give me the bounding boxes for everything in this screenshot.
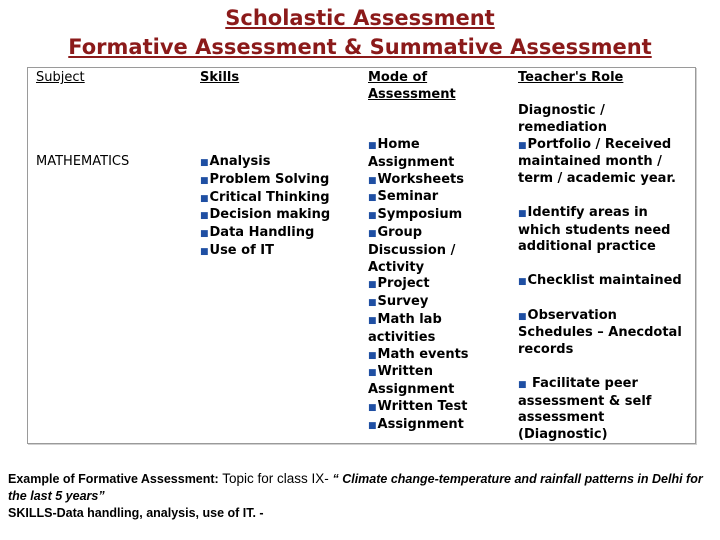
mode-item — [368, 417, 503, 435]
role-item-label: Facilitate peer assessment & self assessment (Diagnostic) — [518, 375, 652, 443]
square-bullet-icon: ■ — [368, 315, 377, 326]
mode-item-label: Survey — [377, 294, 429, 310]
skill-item — [200, 243, 350, 261]
square-bullet-icon: ■ — [200, 175, 209, 186]
role-item-label: Observation Schedules – Anecdotal records — [518, 307, 682, 358]
square-bullet-icon: ■ — [368, 141, 377, 151]
mode-item-label: Worksheets — [377, 171, 464, 187]
square-bullet-icon: ■ — [518, 276, 527, 287]
mode-item-label: Written Test — [377, 398, 468, 414]
spacer — [518, 188, 693, 205]
role-item-label: Portfolio / Received maintained month / term / academic year. — [518, 136, 676, 187]
header-subject: Subject — [36, 70, 85, 85]
footer-lead: Example of Formative Assessment: — [8, 472, 223, 486]
header-teachers-role: Teacher's Role — [518, 70, 624, 85]
skill-item-label: Problem Solving — [209, 171, 330, 187]
square-bullet-icon: ■ — [368, 280, 377, 291]
mode-item — [368, 399, 503, 417]
square-bullet-icon: ■ — [368, 368, 377, 379]
mode-item-label: Symposium — [377, 207, 463, 223]
skill-item-label: Use of IT — [209, 242, 274, 258]
role-item — [518, 308, 693, 359]
mode-item — [368, 294, 503, 312]
skill-item-label: Analysis — [209, 154, 271, 169]
skill-item-label: Critical Thinking — [209, 189, 330, 205]
square-bullet-icon: ■ — [200, 229, 209, 240]
skill-item — [200, 190, 350, 208]
square-bullet-icon: ■ — [368, 420, 377, 431]
teachers-role-list — [518, 103, 693, 444]
square-bullet-icon: ■ — [368, 175, 377, 186]
page-title: Scholastic Assessment — [225, 6, 495, 30]
square-bullet-icon: ■ — [518, 140, 527, 151]
square-bullet-icon: ■ — [518, 379, 527, 390]
mode-item-label: Math lab activities — [368, 311, 442, 345]
skill-item — [200, 154, 350, 172]
mode-item — [368, 137, 503, 172]
mode-item-label: Home Assignment — [368, 137, 455, 170]
subject-value: MATHEMATICS — [36, 154, 130, 169]
skill-item — [200, 172, 350, 190]
mode-item — [368, 312, 503, 347]
role-item — [518, 137, 693, 188]
header-mode: Mode of Assessment — [368, 70, 456, 102]
mode-item-label: Project — [377, 276, 430, 292]
mode-item — [368, 364, 503, 399]
role-item — [518, 205, 693, 256]
spacer — [518, 256, 693, 273]
square-bullet-icon: ■ — [368, 350, 377, 361]
mode-item-label: Assignment — [377, 416, 464, 432]
mode-item — [368, 225, 503, 276]
role-item-label: Checklist maintained — [527, 272, 682, 288]
square-bullet-icon: ■ — [368, 211, 377, 222]
mode-item — [368, 172, 503, 190]
role-item — [518, 273, 693, 291]
header-skills: Skills — [200, 70, 240, 85]
mode-item — [368, 189, 503, 207]
footer-skills: SKILLS-Data handling, analysis, use of IT. - — [8, 506, 264, 520]
skill-item-label: Data Handling — [209, 225, 315, 241]
role-item-label: Identify areas in which students need additional practice — [518, 204, 671, 255]
mode-item-label: Math events — [377, 346, 469, 362]
square-bullet-icon: ■ — [200, 211, 209, 222]
role-item — [518, 376, 693, 444]
footer-quote: “ Climate change-temperature and rainfall patterns in Delhi for the last 5 years” — [8, 472, 703, 503]
footer-topic: Topic for class IX- — [222, 471, 333, 486]
square-bullet-icon: ■ — [368, 193, 377, 204]
skill-item — [200, 225, 350, 243]
mode-item-label: Group Discussion / Activity — [368, 224, 456, 275]
square-bullet-icon: ■ — [368, 402, 377, 413]
skills-list — [200, 154, 350, 261]
square-bullet-icon: ■ — [368, 298, 377, 309]
mode-item-label: Seminar — [377, 189, 439, 205]
square-bullet-icon: ■ — [518, 208, 527, 219]
mode-item — [368, 347, 503, 365]
page-subtitle: Formative Assessment & Summative Assessment — [68, 35, 652, 59]
role-intro: Diagnostic / remediation — [518, 103, 607, 135]
mode-item-label: Written Assignment — [368, 364, 455, 398]
skill-item-label: Decision making — [209, 207, 331, 223]
square-bullet-icon: ■ — [200, 193, 209, 204]
spacer — [518, 359, 693, 376]
mode-item — [368, 276, 503, 294]
square-bullet-icon: ■ — [200, 158, 209, 168]
square-bullet-icon: ■ — [368, 228, 377, 239]
modes-list — [368, 137, 503, 435]
footer-note — [8, 470, 713, 522]
mode-item — [368, 207, 503, 225]
spacer — [518, 291, 693, 308]
skill-item — [200, 207, 350, 225]
square-bullet-icon: ■ — [200, 246, 209, 257]
square-bullet-icon: ■ — [518, 311, 527, 322]
